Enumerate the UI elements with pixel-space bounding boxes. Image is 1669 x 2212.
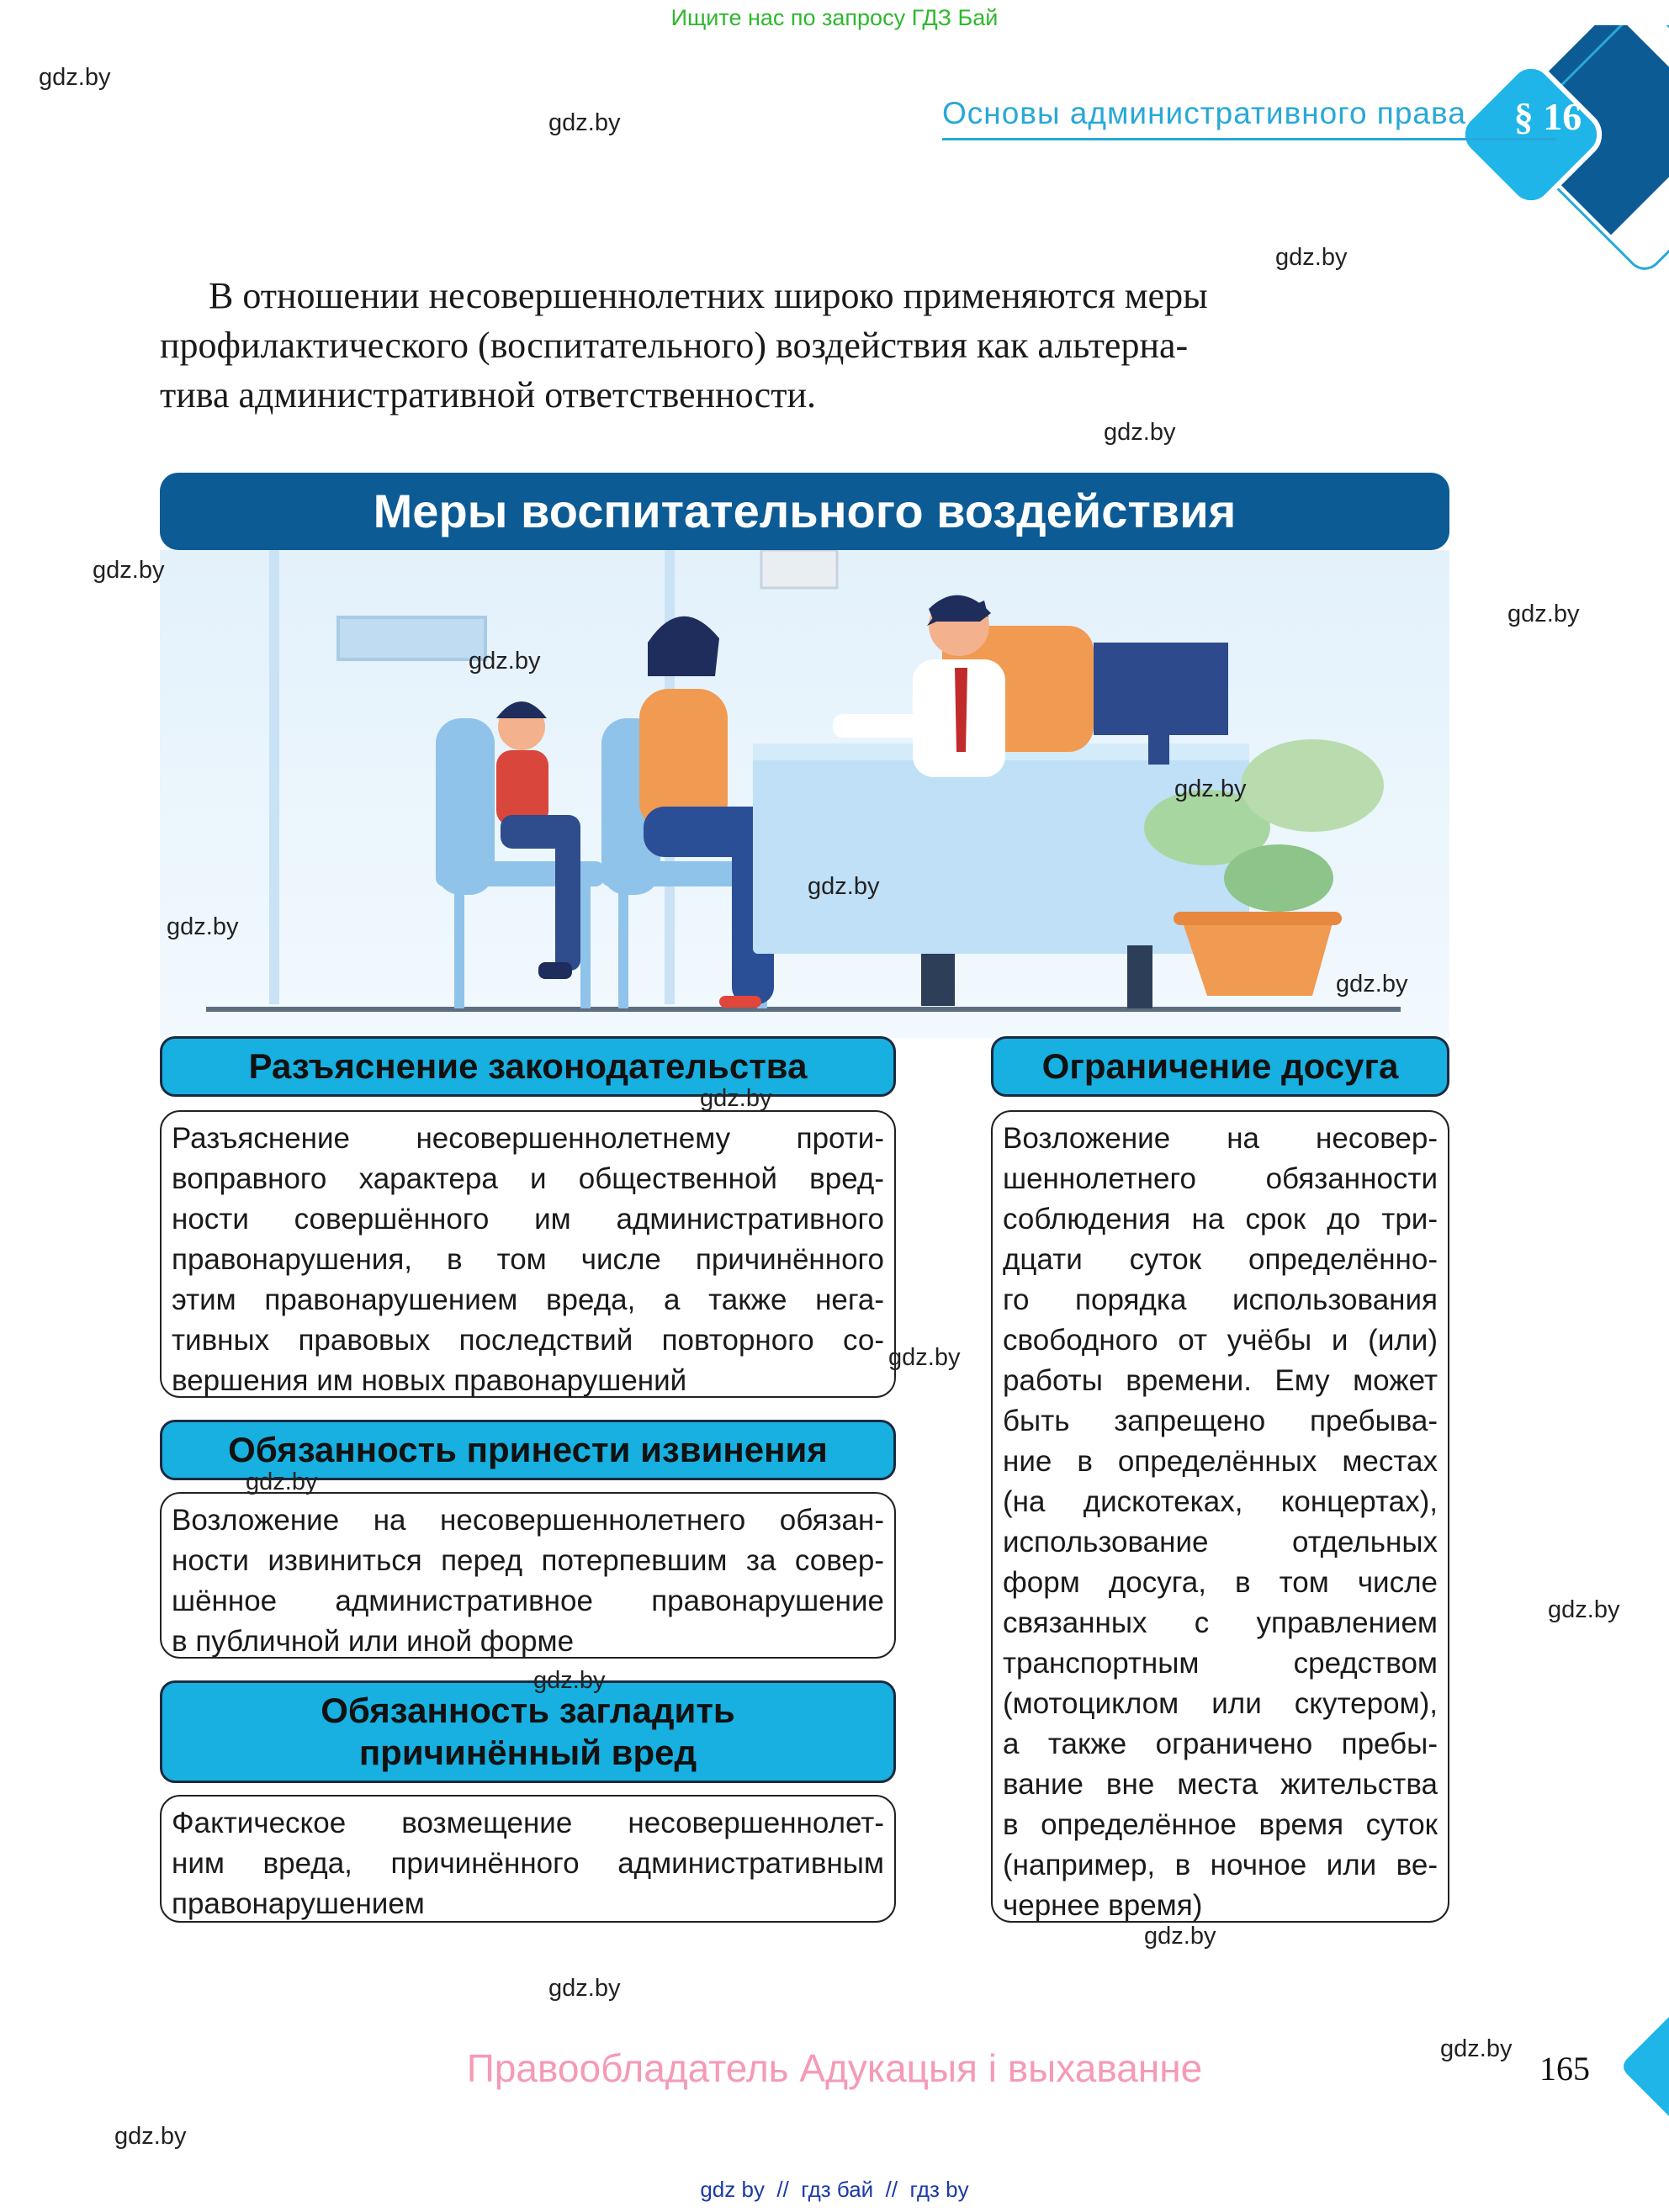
section-title: Основы административного права: [942, 96, 1466, 130]
watermark: gdz.by: [39, 64, 111, 91]
intro-paragraph: [160, 271, 1451, 420]
measure-text-line: вание вне места жительства: [1003, 1768, 1438, 1801]
watermark: gdz.by: [1174, 775, 1247, 802]
measure-text-line: го порядка использования: [1003, 1283, 1438, 1316]
measure-text-line: (например, в ночное или ве-: [1003, 1849, 1438, 1881]
intro-line: В отношении несовершеннолетних широко применяются меры: [209, 275, 1208, 316]
measure-text-line: быть запрещено пребыва-: [1003, 1405, 1438, 1437]
watermark: gdz.by: [700, 1085, 772, 1112]
watermark: gdz.by: [114, 2123, 187, 2150]
measure-text-line: этим правонарушением вреда, а также нега-: [172, 1283, 884, 1316]
watermark: gdz.by: [1144, 1923, 1216, 1950]
measure-text-line: использование отдельных: [1003, 1526, 1438, 1558]
measure-heading-line: причинённый вред: [358, 1733, 697, 1772]
intro-line: тива административной ответственности.: [160, 374, 816, 415]
measure-text-line: соблюдения на срок до три-: [1003, 1203, 1438, 1236]
measure-text-line: в определённое время суток: [1003, 1808, 1438, 1841]
measure-text-line: тивных правовых последствий повторного со-: [172, 1324, 884, 1357]
measure-heading-explanation: Разъяснение законодательства: [160, 1036, 896, 1097]
header-rule: [942, 138, 1556, 140]
top-banner[interactable]: Ищите нас по запросу ГДЗ Бай: [670, 5, 999, 30]
measure-text-apology: [160, 1492, 896, 1659]
measure-text-line: форм досуга, в том числе: [1003, 1566, 1438, 1599]
bottom-links[interactable]: gdz by // гдз бай // гдз by: [700, 2177, 969, 2202]
measure-heading-compensation: [160, 1680, 896, 1783]
measure-heading-leisure: Ограничение досуга: [991, 1036, 1449, 1097]
watermark: gdz.by: [888, 1344, 961, 1371]
watermark: gdz.by: [533, 1667, 606, 1694]
measure-text-line: чернее время): [1003, 1889, 1203, 1922]
copyright-notice: Правообладатель Адукацыя і выхаванне: [466, 2046, 1203, 2090]
measure-text-line: дцати суток определённо-: [1003, 1243, 1438, 1276]
intro-line: профилактического (воспитательного) воздействия как альтерна-: [160, 325, 1189, 366]
watermark: gdz.by: [1275, 244, 1348, 271]
measure-text-line: ние в определённых местах: [1003, 1445, 1438, 1478]
measure-text-line: Фактическое возмещение несовершеннолет-: [172, 1807, 884, 1839]
measure-text-explanation: [160, 1110, 896, 1398]
watermark: gdz.by: [1548, 1596, 1620, 1623]
measure-text-line: шеннолетнего обязанности: [1003, 1162, 1438, 1195]
office-illustration: [160, 550, 1449, 1038]
measure-heading-line: Обязанность загладить: [321, 1691, 735, 1730]
measure-text-leisure: [991, 1110, 1449, 1923]
watermark: gdz.by: [1507, 601, 1580, 627]
watermark: gdz.by: [1440, 2035, 1513, 2062]
measure-text-line: ности совершённого им административного: [172, 1203, 884, 1236]
measure-text-line: свободного от учёбы и (или): [1003, 1324, 1438, 1357]
measure-text-line: транспортным средством: [1003, 1647, 1438, 1680]
diagram-title: Меры воспитательного воздействия: [160, 473, 1449, 550]
watermark: gdz.by: [246, 1468, 318, 1495]
measure-text-compensation: [160, 1795, 896, 1923]
section-badge-decoration: [1430, 25, 1669, 345]
watermark: gdz.by: [167, 913, 239, 940]
watermark: gdz.by: [548, 1975, 621, 2002]
watermark: gdz.by: [469, 648, 541, 675]
watermark: gdz.by: [1336, 971, 1408, 998]
measure-text-line: связанных с управлением: [1003, 1606, 1438, 1639]
measure-text-line: правонарушением: [172, 1887, 425, 1920]
measure-text-line: (на дискотеках, концертах),: [1003, 1485, 1438, 1518]
page-tab-decoration: [1619, 2017, 1669, 2116]
measure-text-line: Возложение на несовершеннолетнего обязан-: [172, 1504, 884, 1537]
watermark: gdz.by: [548, 109, 621, 136]
measure-text-line: правонарушения, в том числе причинённого: [172, 1243, 884, 1276]
watermark: gdz.by: [1104, 419, 1176, 446]
measure-heading-apology: Обязанность принести извинения: [160, 1420, 896, 1480]
measure-text-line: Разъяснение несовершеннолетнему проти-: [172, 1122, 884, 1155]
page-number: 165: [1539, 2050, 1590, 2088]
section-badge[interactable]: § 16: [1513, 95, 1582, 138]
measure-text-line: воправного характера и общественной вред-: [172, 1162, 884, 1195]
measure-text-line: а также ограничено пребы-: [1003, 1728, 1438, 1760]
measure-text-line: ним вреда, причинённого административным: [172, 1847, 884, 1880]
measure-text-line: ности извиниться перед потерпевшим за совер-: [172, 1544, 884, 1577]
measure-text-line: в публичной или иной форме: [172, 1625, 575, 1658]
measure-text-line: шённое административное правонарушение: [172, 1585, 884, 1617]
measure-text-line: работы времени. Ему может: [1003, 1364, 1438, 1397]
measure-text-line: (мотоциклом или скутером),: [1003, 1687, 1438, 1720]
measure-text-line: Возложение на несовер-: [1003, 1122, 1438, 1155]
watermark: gdz.by: [93, 557, 165, 584]
measure-text-line: вершения им новых правонарушений: [172, 1364, 687, 1397]
watermark: gdz.by: [808, 873, 880, 900]
